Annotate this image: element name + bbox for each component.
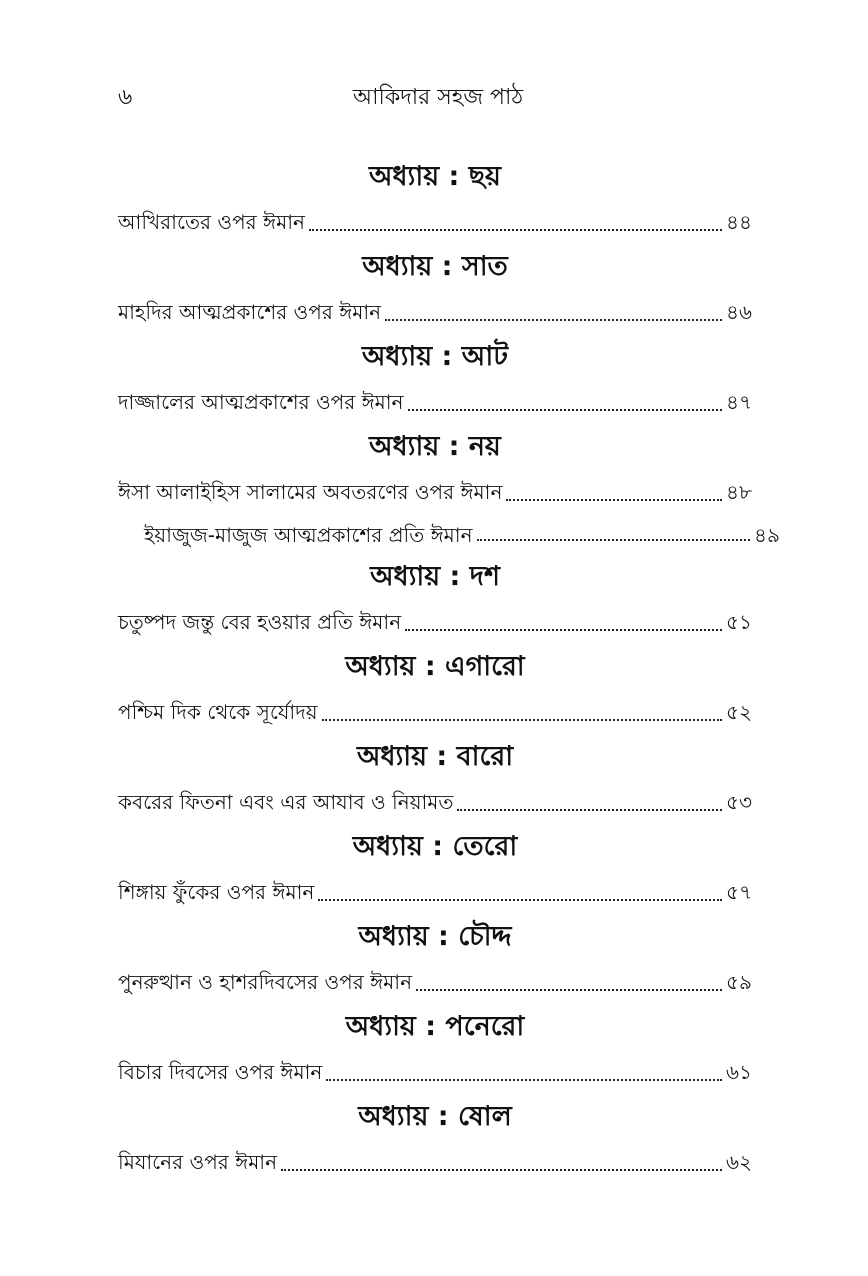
entry-page-number: ৪৬ — [726, 300, 752, 324]
chapter-heading: অধ্যায় : এগারো — [345, 651, 525, 682]
entry-page-number: ৬১ — [726, 1060, 752, 1084]
dot-leader — [326, 1079, 722, 1081]
table-of-contents — [118, 155, 780, 1185]
entry-page-number: ৬২ — [725, 1150, 752, 1174]
entry-title: কবরের ফিতনা এবং এর আযাব ও নিয়ামত — [118, 790, 454, 814]
entry-title: শিঙ্গায় ফুঁকের ওপর ঈমান — [118, 880, 315, 904]
entry-title: ঈসা আলাইহিস সালামের অবতরণের ওপর ঈমান — [118, 480, 503, 504]
dot-leader — [506, 499, 722, 501]
dot-leader — [408, 409, 723, 411]
entry-title: পশ্চিম দিক থেকে সূর্যোদয় — [118, 700, 318, 724]
toc-entry[interactable] — [118, 469, 752, 515]
dot-leader — [322, 719, 723, 721]
chapter-10 — [118, 555, 752, 645]
entry-title: বিচার দিবসের ওপর ঈমান — [118, 1060, 323, 1084]
entry-title: ইয়াজুজ-মাজুজ আত্মপ্রকাশের প্রতি ঈমান — [144, 523, 473, 547]
chapter-13 — [118, 825, 752, 915]
toc-entry[interactable] — [118, 779, 752, 825]
chapter-14 — [118, 915, 752, 1005]
toc-entry[interactable] — [118, 1049, 752, 1095]
chapter-15 — [118, 1005, 752, 1095]
toc-entry[interactable] — [118, 515, 780, 555]
dot-leader — [477, 539, 751, 541]
entry-page-number: ৪৯ — [754, 523, 780, 547]
chapter-heading: অধ্যায় : ষোল — [358, 1101, 512, 1132]
entry-page-number: ৪৭ — [726, 390, 752, 414]
chapter-12 — [118, 735, 752, 825]
chapter-heading: অধ্যায় : ছয় — [369, 161, 501, 192]
chapter-heading: অধ্যায় : সাত — [362, 251, 508, 282]
page-number: ৬ — [118, 85, 133, 110]
toc-entry[interactable] — [118, 959, 752, 1005]
dot-leader — [318, 899, 722, 901]
chapter-8 — [118, 335, 752, 425]
toc-entry[interactable] — [118, 869, 752, 915]
entry-title: চতুষ্পদ জন্তু বের হওয়ার প্রতি ঈমান — [118, 610, 402, 634]
chapter-7 — [118, 245, 752, 335]
chapter-heading: অধ্যায় : আট — [362, 341, 508, 372]
dot-leader — [309, 229, 722, 231]
entry-title: দাজ্জালের আত্মপ্রকাশের ওপর ঈমান — [118, 390, 404, 414]
entry-page-number: ৪৮ — [726, 480, 752, 504]
dot-leader — [416, 989, 722, 991]
chapter-16 — [118, 1095, 752, 1185]
entry-page-number: ৪৪ — [726, 210, 752, 234]
page-header — [118, 80, 758, 116]
toc-entry[interactable] — [118, 379, 752, 425]
dot-leader — [405, 629, 722, 631]
toc-entry[interactable] — [118, 599, 752, 645]
chapter-11 — [118, 645, 752, 735]
chapter-6 — [118, 155, 752, 245]
chapter-heading: অধ্যায় : নয় — [369, 431, 501, 462]
chapter-heading: অধ্যায় : দশ — [370, 561, 500, 592]
entry-title: আখিরাতের ওপর ঈমান — [118, 210, 305, 234]
toc-entry[interactable] — [118, 1139, 752, 1185]
dot-leader — [457, 809, 722, 811]
dot-leader — [385, 319, 722, 321]
running-title: আকিদার সহজ পাঠ — [352, 85, 524, 110]
chapter-heading: অধ্যায় : পনেরো — [345, 1011, 525, 1042]
chapter-heading: অধ্যায় : চৌদ্দ — [358, 921, 512, 952]
entry-title: মিযানের ওপর ঈমান — [118, 1150, 278, 1174]
chapter-9 — [118, 425, 780, 555]
chapter-heading: অধ্যায় : বারো — [356, 741, 514, 772]
entry-page-number: ৫৭ — [726, 880, 752, 904]
entry-page-number: ৫১ — [726, 610, 752, 634]
toc-entry[interactable] — [118, 689, 752, 735]
entry-title: পুনরুত্থান ও হাশরদিবসের ওপর ঈমান — [118, 970, 413, 994]
entry-page-number: ৫২ — [726, 700, 752, 724]
entry-page-number: ৫৩ — [726, 790, 752, 814]
toc-entry[interactable] — [118, 199, 752, 245]
entry-title: মাহদির আত্মপ্রকাশের ওপর ঈমান — [118, 300, 382, 324]
dot-leader — [281, 1169, 722, 1171]
entry-page-number: ৫৯ — [726, 970, 752, 994]
chapter-heading: অধ্যায় : তেরো — [352, 831, 518, 862]
toc-entry[interactable] — [118, 289, 752, 335]
